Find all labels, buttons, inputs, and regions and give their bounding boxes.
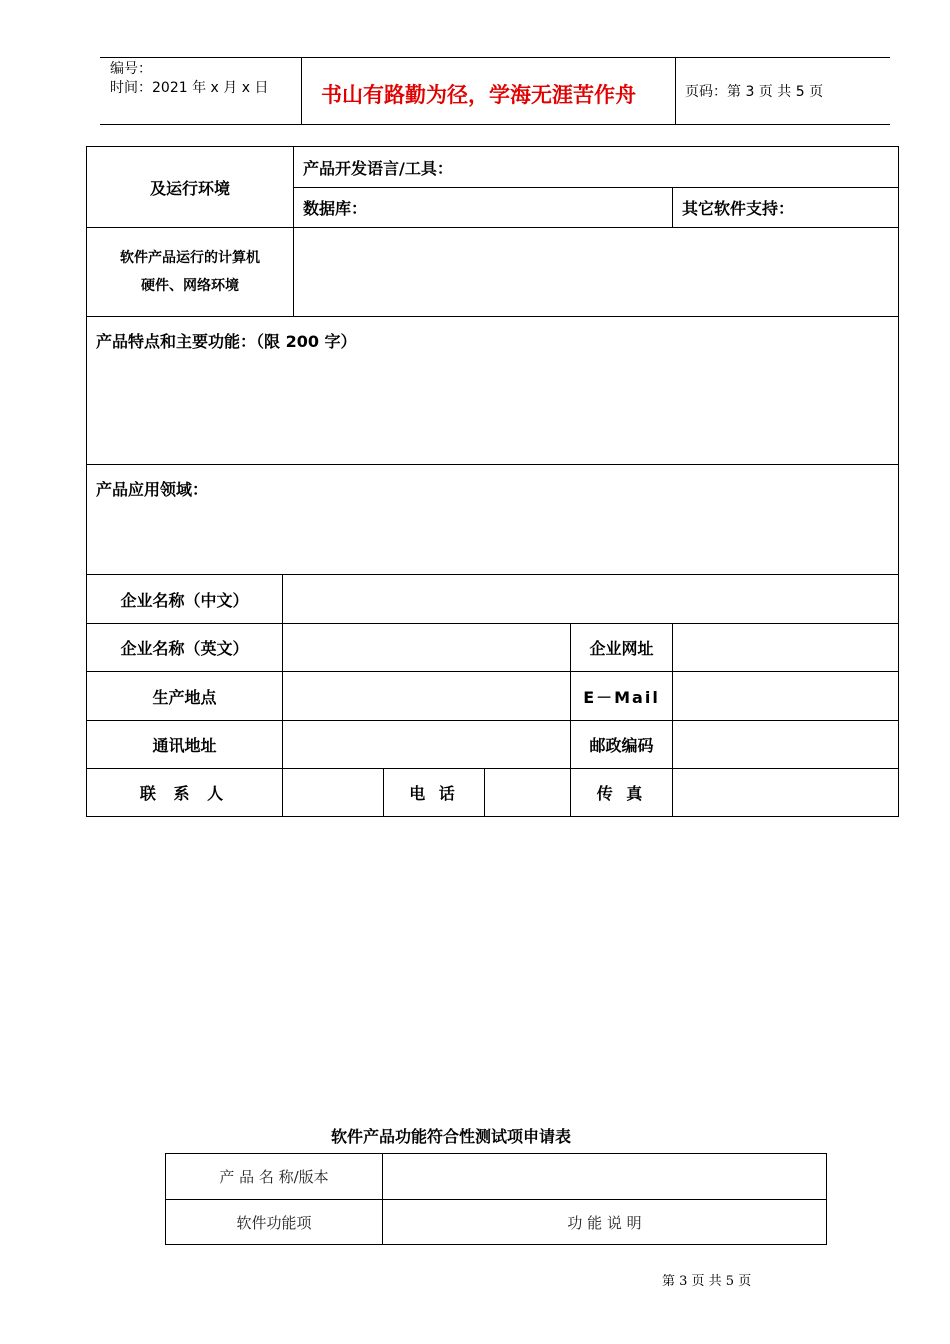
company-name-en-field[interactable]	[283, 624, 571, 672]
company-website-field[interactable]	[673, 624, 899, 672]
fax-field[interactable]	[673, 769, 899, 817]
application-domain-field[interactable]	[87, 465, 899, 575]
email-field[interactable]	[673, 672, 899, 721]
header-divider-right	[675, 57, 676, 125]
page-footer: 第 3 页 共 5 页	[662, 1274, 752, 1289]
phone-label: 电 话	[384, 769, 485, 817]
hardware-env-line1: 软件产品运行的计算机	[120, 250, 260, 266]
email-label: E－Mail	[571, 672, 673, 721]
application-domain-label: 产品应用领域：	[96, 480, 209, 499]
company-name-en-label: 企业名称（英文）	[87, 624, 283, 672]
header-top-rule	[100, 57, 890, 58]
hardware-network-env-field[interactable]	[294, 228, 899, 317]
postcode-field[interactable]	[673, 721, 899, 769]
production-site-field[interactable]	[283, 672, 571, 721]
company-website-label: 企业网址	[571, 624, 673, 672]
time-label: 时间：2021 年 x 月 x 日	[110, 80, 269, 96]
product-name-version-field[interactable]	[383, 1154, 827, 1200]
mailing-address-label: 通讯地址	[87, 721, 283, 769]
product-name-version-label: 产 品 名 称/版本	[166, 1154, 383, 1200]
function-description-header: 功 能 说 明	[383, 1200, 827, 1245]
function-table-title: 软件产品功能符合性测试项申请表	[331, 1127, 572, 1146]
function-test-table	[165, 1153, 827, 1245]
company-name-cn-field[interactable]	[283, 575, 899, 624]
production-site-label: 生产地点	[87, 672, 283, 721]
company-name-cn-label: 企业名称（中文）	[87, 575, 283, 624]
hardware-network-env-label	[87, 228, 294, 317]
function-item-header: 软件功能项	[166, 1200, 383, 1245]
product-features-label: 产品特点和主要功能：（限 200 字）	[96, 332, 357, 351]
mailing-address-field[interactable]	[283, 721, 571, 769]
header-motto: 书山有路勤为径，学海无涯苦作舟	[321, 82, 636, 107]
hardware-env-line2: 硬件、网络环境	[141, 278, 239, 294]
fax-label: 传 真	[571, 769, 673, 817]
contact-person-field[interactable]	[283, 769, 384, 817]
header-bottom-rule	[100, 124, 890, 125]
header-divider-left	[301, 57, 302, 125]
database-field[interactable]: 数据库：	[294, 188, 673, 228]
application-form-table	[86, 146, 899, 817]
contact-person-label: 联 系 人	[87, 769, 283, 817]
other-software-field[interactable]: 其它软件支持：	[673, 188, 899, 228]
phone-field[interactable]	[485, 769, 571, 817]
dev-language-field[interactable]: 产品开发语言/工具：	[294, 147, 899, 188]
product-features-field[interactable]	[87, 317, 899, 465]
runtime-env-label: 及运行环境	[87, 147, 294, 228]
serial-number-label: 编号：	[110, 61, 152, 77]
header-page-label: 页码：第 3 页 共 5 页	[685, 84, 824, 100]
postcode-label: 邮政编码	[571, 721, 673, 769]
